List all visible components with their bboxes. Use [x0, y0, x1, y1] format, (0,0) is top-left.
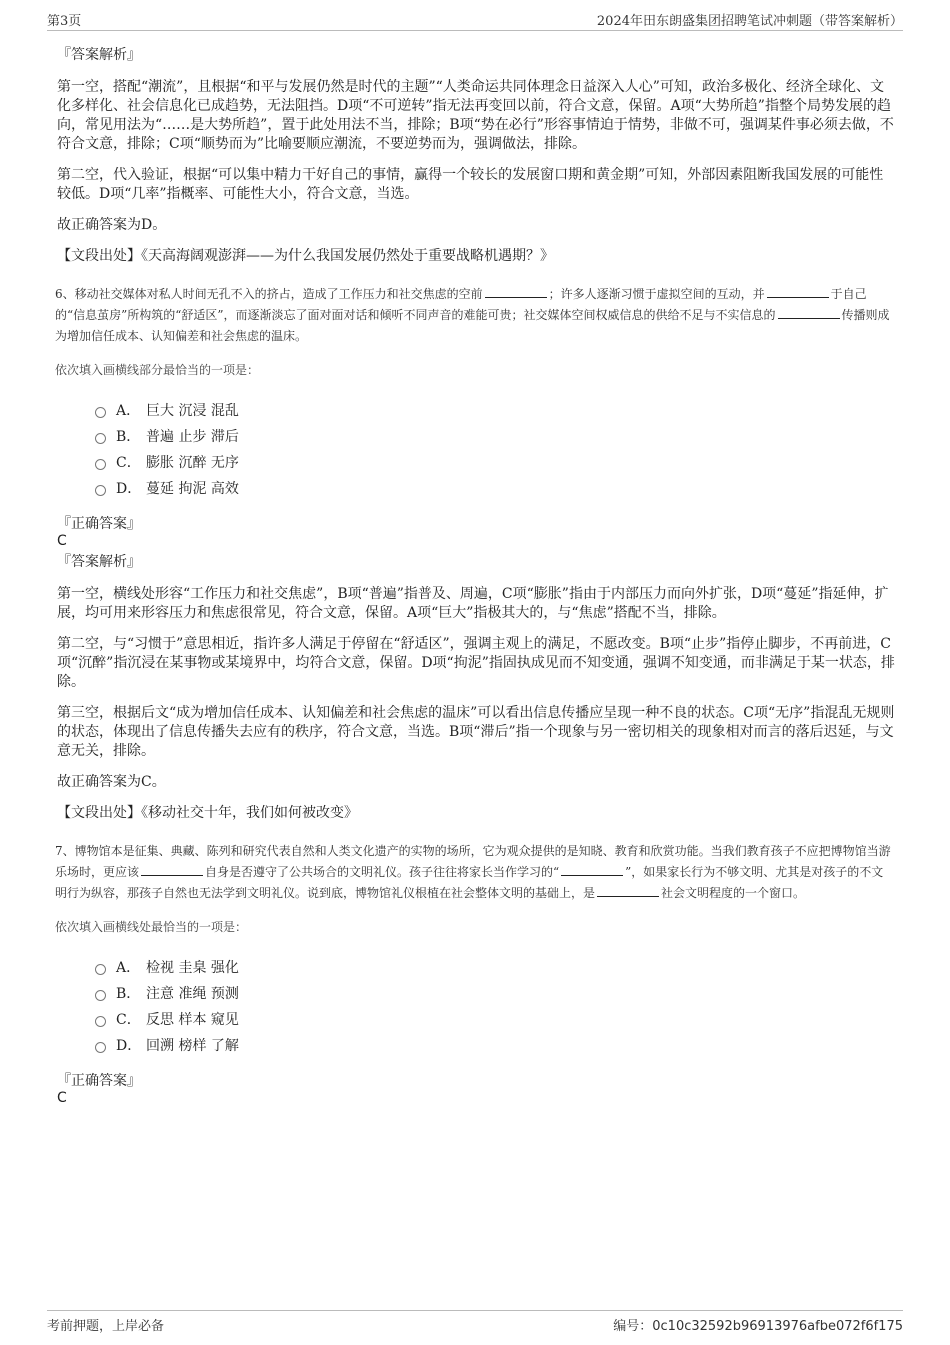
option-c[interactable]: [95, 449, 895, 475]
option-c[interactable]: [95, 1006, 895, 1032]
radio-icon[interactable]: [95, 990, 106, 1001]
option-b[interactable]: [95, 980, 895, 1006]
option-text: 普遍 止步 滞后: [146, 429, 239, 445]
option-d[interactable]: [95, 1032, 895, 1058]
correct-answer-label: 『正确答案』: [57, 516, 141, 532]
correct-answer-label: 『正确答案』: [57, 1073, 141, 1089]
option-letter: B．: [116, 429, 141, 445]
question-text-segment: 7、博物馆本是征集、典藏、陈列和研究代表自然和人类文化遗产的实物的场所，它为观众提供的是知晓、教育和欣赏功能。当我们教育孩子不应把博物馆当游乐场时，更应该: [55, 844, 891, 879]
question-text-segment: 于自己的“信息茧房”所构筑的“舒适区”，而逐渐淡忘了面对面对话和倾听不同声音的难能可贵；社交媒体空间权威信息的供给不足与不实信息的: [55, 287, 867, 322]
option-b[interactable]: [95, 423, 895, 449]
option-letter: A．: [116, 403, 141, 419]
source-label: 【文段出处】: [57, 805, 141, 821]
option-letter: A．: [116, 960, 141, 976]
option-letter: C．: [116, 455, 141, 471]
analysis-paragraph: 故正确答案为C。: [57, 774, 166, 790]
fill-blank: [767, 285, 829, 298]
radio-icon[interactable]: [95, 1016, 106, 1027]
option-letter: D．: [116, 481, 142, 497]
document-code: [613, 1315, 903, 1334]
source-title: 《移动社交十年，我们如何被改变》: [141, 805, 358, 821]
question-text-segment: ；许多人逐渐习惯于虚拟空间的互动，并: [548, 287, 765, 301]
source-title: 《天高海阔观澎湃——为什么我国发展仍然处于重要战略机遇期？》: [141, 248, 554, 264]
code-label: 编号：: [613, 1319, 653, 1334]
question-7-options: [95, 954, 895, 1058]
analysis-label: 『答案解析』: [57, 554, 141, 570]
analysis-paragraph: 第二空，代入验证，根据“可以集中精力干好自己的事情，赢得一个较长的发展窗口期和黄金期”可知，外部因素阻断我国发展的可能性较低。D项“几率”指概率、可能性大小，符合文意，当选。: [57, 167, 884, 202]
question-6-text: [55, 284, 895, 347]
footer-slogan: 考前押题，上岸必备: [47, 1319, 165, 1334]
question-text-segment: 社会文明程度的一个窗口。: [661, 886, 806, 900]
analysis-paragraph: 故正确答案为D。: [57, 217, 167, 233]
analysis-paragraph: 第一空，横线处形容“工作压力和社交焦虑”，B项“普遍”指普及、周遍，C项“膨胀”指由于内部压力而向外扩张，D项“蔓延”指延伸，扩展，均可用来形容压力和焦虑很常见，符合文意，保留。A项“巨大”指极其大的，与“焦虑”搭配不当，排除。: [57, 586, 889, 621]
question-text-segment: 6、移动社交媒体对私人时间无孔不入的挤占，造成了工作压力和社交焦虑的空前: [55, 287, 483, 301]
page-footer: [47, 1310, 903, 1334]
option-text: 膨胀 沉醉 无序: [146, 455, 239, 471]
radio-icon[interactable]: [95, 1042, 106, 1053]
fill-blank: [597, 884, 659, 897]
option-letter: B．: [116, 986, 141, 1002]
page-number: 第3页: [47, 13, 82, 29]
question-6-prompt: 依次填入画横线部分最恰当的一项是：: [55, 363, 260, 377]
fill-blank: [485, 285, 547, 298]
analysis-paragraph: 第一空，搭配“潮流”，且根据“和平与发展仍然是时代的主题”“人类命运共同体理念日益深入人心”可知，政治多极化、经济全球化、文化多样化、社会信息化已成趋势，无法阻挡。D项“不可逆转”指无法再变回以前，符合文意，保留。A项“大势所趋”指整个局势发展的趋向，常见用法为“……是大势所趋”，置于此处用法不当，排除；B项“势在必行”形容事情迫于情势，非做不可，强调某件事必须去做，不符合文意，排除；C项“顺势而为”比喻要顺应潮流，不要逆势而为，强调做法，排除。: [57, 79, 894, 152]
fill-blank: [778, 306, 840, 319]
question-6-options: [95, 397, 895, 501]
question-7-text: [55, 841, 895, 904]
code-value: 0c10c32592b96913976afbe072f6f175: [652, 1319, 903, 1334]
source-label: 【文段出处】: [57, 248, 141, 264]
fill-blank: [141, 863, 203, 876]
page-header: [47, 8, 903, 31]
analysis-paragraph: 第二空，与“习惯于”意思相近，指许多人满足于停留在“舒适区”，强调主观上的满足，不愿改变。B项“止步”指停止脚步，不再前进，C项“沉醉”指沉浸在某事物或某境界中，均符合文意，保留。D项“拘泥”指固执成见而不知变通，强调不知变通，而非满足于某一状态，排除。: [57, 636, 895, 690]
main-content: [57, 46, 895, 1110]
question-text-segment: ”，如果家长行为不够文明、尤其是对孩子的不文明行为纵容，那孩子自然也无法学到文明礼仪。说到底，博物馆礼仪根植在社会整体文明的基础上，是: [55, 865, 884, 900]
option-text: 蔓延 拘泥 高效: [146, 481, 239, 497]
option-a[interactable]: [95, 954, 895, 980]
source-line: [57, 247, 895, 266]
option-text: 注意 准绳 预测: [146, 986, 239, 1002]
fill-blank: [561, 863, 623, 876]
correct-answer-value: C: [57, 533, 67, 549]
option-d[interactable]: [95, 475, 895, 501]
option-text: 反思 样本 窥见: [146, 1012, 239, 1028]
analysis-label: 『答案解析』: [57, 47, 141, 63]
option-text: 回溯 榜样 了解: [146, 1038, 239, 1054]
radio-icon[interactable]: [95, 433, 106, 444]
analysis-paragraph: 第三空，根据后文“成为增加信任成本、认知偏差和社会焦虑的温床”可以看出信息传播应呈现一种不良的状态。C项“无序”指混乱无规则的状态，体现出了信息传播失去应有的秩序，符合文意，当选。B项“滞后”指一个现象与另一密切相关的现象相对而言的落后迟延，与文意无关，排除。: [57, 705, 895, 759]
radio-icon[interactable]: [95, 964, 106, 975]
option-a[interactable]: [95, 397, 895, 423]
source-line: [57, 804, 895, 823]
question-text-segment: 传播则成为增加信任成本、认知偏差和社会焦虑的温床。: [55, 308, 890, 343]
option-text: 巨大 沉浸 混乱: [146, 403, 239, 419]
option-text: 检视 圭臬 强化: [146, 960, 239, 976]
radio-icon[interactable]: [95, 485, 106, 496]
document-title: 2024年田东朗盛集团招聘笔试冲刺题（带答案解析）: [596, 13, 903, 29]
question-7-prompt: 依次填入画横线处最恰当的一项是：: [55, 920, 248, 934]
question-text-segment: 自身是否遵守了公共场合的文明礼仪。孩子往往将家长当作学习的“: [205, 865, 560, 879]
correct-answer-value: C: [57, 1090, 67, 1106]
radio-icon[interactable]: [95, 407, 106, 418]
option-letter: C．: [116, 1012, 141, 1028]
option-letter: D．: [116, 1038, 142, 1054]
radio-icon[interactable]: [95, 459, 106, 470]
